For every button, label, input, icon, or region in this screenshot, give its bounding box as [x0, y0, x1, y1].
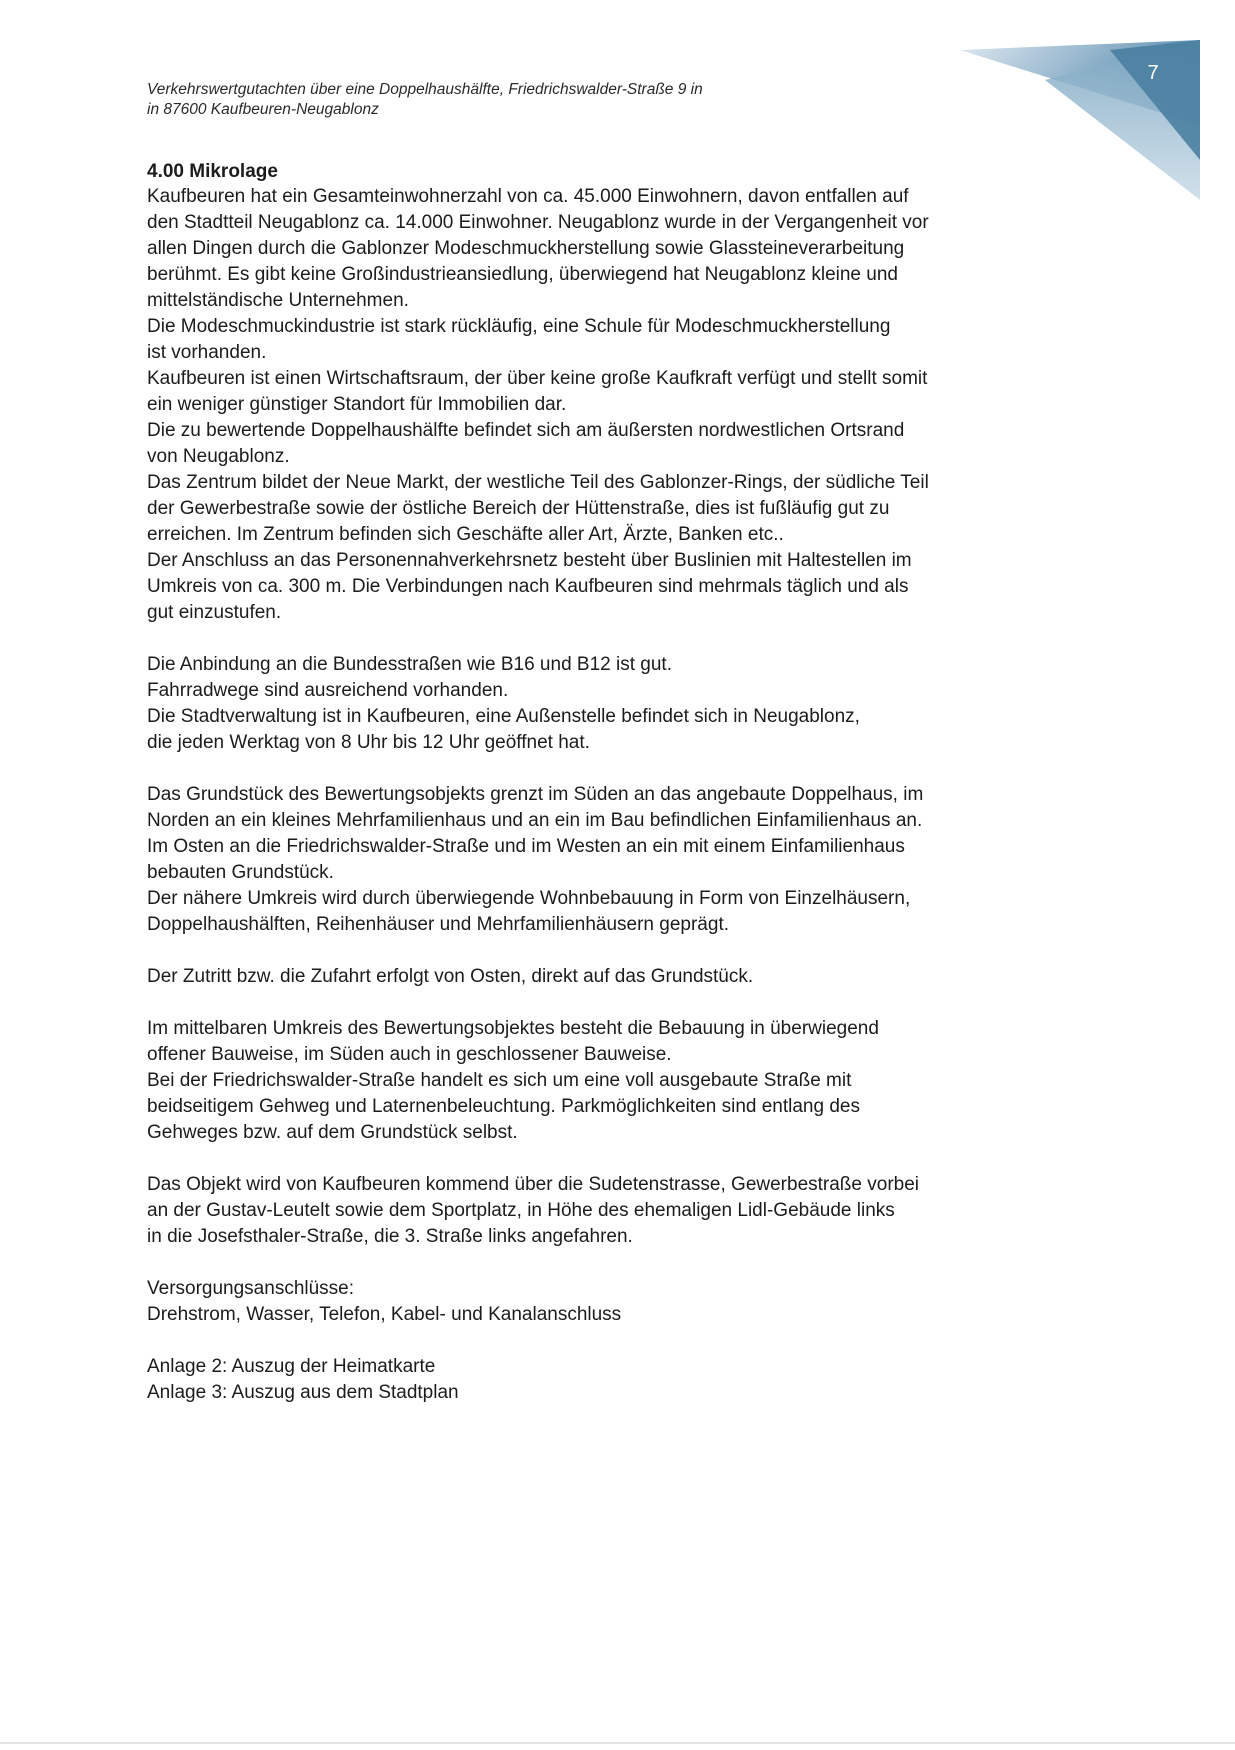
- text-line: Bei der Friedrichswalder-Straße handelt es sich um eine voll ausgebaute Straße mit: [147, 1070, 852, 1091]
- paragraph: [147, 964, 1097, 990]
- paragraph: [147, 782, 1097, 938]
- text-line: Umkreis von ca. 300 m. Die Verbindungen nach Kaufbeuren sind mehrmals täglich und als: [147, 576, 909, 597]
- text-line: Kaufbeuren ist einen Wirtschaftsraum, der über keine große Kaufkraft verfügt und stellt somit: [147, 368, 928, 389]
- text-line: Der nähere Umkreis wird durch überwiegende Wohnbebauung in Form von Einzelhäusern,: [147, 888, 911, 909]
- text-line: an der Gustav-Leutelt sowie dem Sportplatz, in Höhe des ehemaligen Lidl-Gebäude links: [147, 1200, 895, 1221]
- text-line: mittelständische Unternehmen.: [147, 290, 409, 311]
- text-line: Norden an ein kleines Mehrfamilienhaus und an ein im Bau befindlichen Einfamilienhaus an.: [147, 810, 923, 831]
- text-line: offener Bauweise, im Süden auch in geschlossener Bauweise.: [147, 1044, 672, 1065]
- page-number: 7: [1147, 62, 1159, 84]
- main-content: [147, 160, 1097, 1406]
- text-line: ein weniger günstiger Standort für Immobilien dar.: [147, 394, 567, 415]
- text-line: Das Grundstück des Bewertungsobjekts grenzt im Süden an das angebaute Doppelhaus, im: [147, 784, 924, 805]
- text-line: Der Zutritt bzw. die Zufahrt erfolgt von Osten, direkt auf das Grundstück.: [147, 966, 754, 987]
- text-line: Die Anbindung an die Bundesstraßen wie B16 und B12 ist gut.: [147, 654, 672, 675]
- text-line: beidseitigem Gehweg und Laternenbeleuchtung. Parkmöglichkeiten sind entlang des: [147, 1096, 860, 1117]
- text-line: von Neugablonz.: [147, 446, 290, 467]
- text-line: Fahrradwege sind ausreichend vorhanden.: [147, 680, 509, 701]
- paragraph: [147, 1276, 1097, 1328]
- text-line: Das Zentrum bildet der Neue Markt, der westliche Teil des Gablonzer-Rings, der südliche Teil: [147, 472, 929, 493]
- text-line: Drehstrom, Wasser, Telefon, Kabel- und Kanalanschluss: [147, 1304, 622, 1325]
- text-line: bebauten Grundstück.: [147, 862, 334, 883]
- text-line: ist vorhanden.: [147, 342, 267, 363]
- text-line: allen Dingen durch die Gablonzer Modeschmuckherstellung sowie Glassteineverarbeitung: [147, 238, 905, 259]
- text-line: Versorgungsanschlüsse:: [147, 1278, 355, 1299]
- running-header-line: in 87600 Kaufbeuren-Neugablonz: [147, 101, 379, 118]
- paragraph: [147, 1172, 1097, 1250]
- text-line: Anlage 3: Auszug aus dem Stadtplan: [147, 1382, 459, 1403]
- text-line: Anlage 2: Auszug der Heimatkarte: [147, 1356, 436, 1377]
- text-line: der Gewerbestraße sowie der östliche Bereich der Hüttenstraße, dies ist fußläufig gut zu: [147, 498, 890, 519]
- text-line: Im Osten an die Friedrichswalder-Straße und im Westen an ein mit einem Einfamilienhaus: [147, 836, 905, 857]
- text-line: den Stadtteil Neugablonz ca. 14.000 Einwohner. Neugablonz wurde in der Vergangenheit vor: [147, 212, 929, 233]
- text-line: Kaufbeuren hat ein Gesamteinwohnerzahl von ca. 45.000 Einwohnern, davon entfallen auf: [147, 186, 909, 207]
- text-line: Die Stadtverwaltung ist in Kaufbeuren, eine Außenstelle befindet sich in Neugablonz,: [147, 706, 860, 727]
- paragraph: [147, 1016, 1097, 1146]
- text-line: erreichen. Im Zentrum befinden sich Geschäfte aller Art, Ärzte, Banken etc..: [147, 524, 784, 545]
- text-line: Doppelhaushälften, Reihenhäuser und Mehrfamilienhäusern geprägt.: [147, 914, 729, 935]
- text-line: Die Modeschmuckindustrie ist stark rückläufig, eine Schule für Modeschmuckherstellung: [147, 316, 891, 337]
- running-header-line: Verkehrswertgutachten über eine Doppelhaushälfte, Friedrichswalder-Straße 9 in: [147, 81, 703, 98]
- text-line: Die zu bewertende Doppelhaushälfte befindet sich am äußersten nordwestlichen Ortsrand: [147, 420, 905, 441]
- text-line: gut einzustufen.: [147, 602, 282, 623]
- text-line: Im mittelbaren Umkreis des Bewertungsobjektes besteht die Bebauung in überwiegend: [147, 1018, 879, 1039]
- paragraph: [147, 1354, 1097, 1406]
- text-line: Gehweges bzw. auf dem Grundstück selbst.: [147, 1122, 518, 1143]
- text-line: die jeden Werktag von 8 Uhr bis 12 Uhr geöffnet hat.: [147, 732, 590, 753]
- paragraph: [147, 652, 1097, 756]
- running-header: [147, 80, 703, 120]
- text-line: berühmt. Es gibt keine Großindustrieansiedlung, überwiegend hat Neugablonz kleine und: [147, 264, 898, 285]
- scan-edge-line: [0, 1742, 1235, 1744]
- paragraph: [147, 184, 1097, 626]
- text-line: Das Objekt wird von Kaufbeuren kommend über die Sudetenstrasse, Gewerbestraße vorbei: [147, 1174, 920, 1195]
- text-line: in die Josefsthaler-Straße, die 3. Straße links angefahren.: [147, 1226, 633, 1247]
- section-heading: 4.00 Mikrolage: [147, 161, 278, 182]
- text-line: Der Anschluss an das Personennahverkehrsnetz besteht über Buslinien mit Haltestellen im: [147, 550, 912, 571]
